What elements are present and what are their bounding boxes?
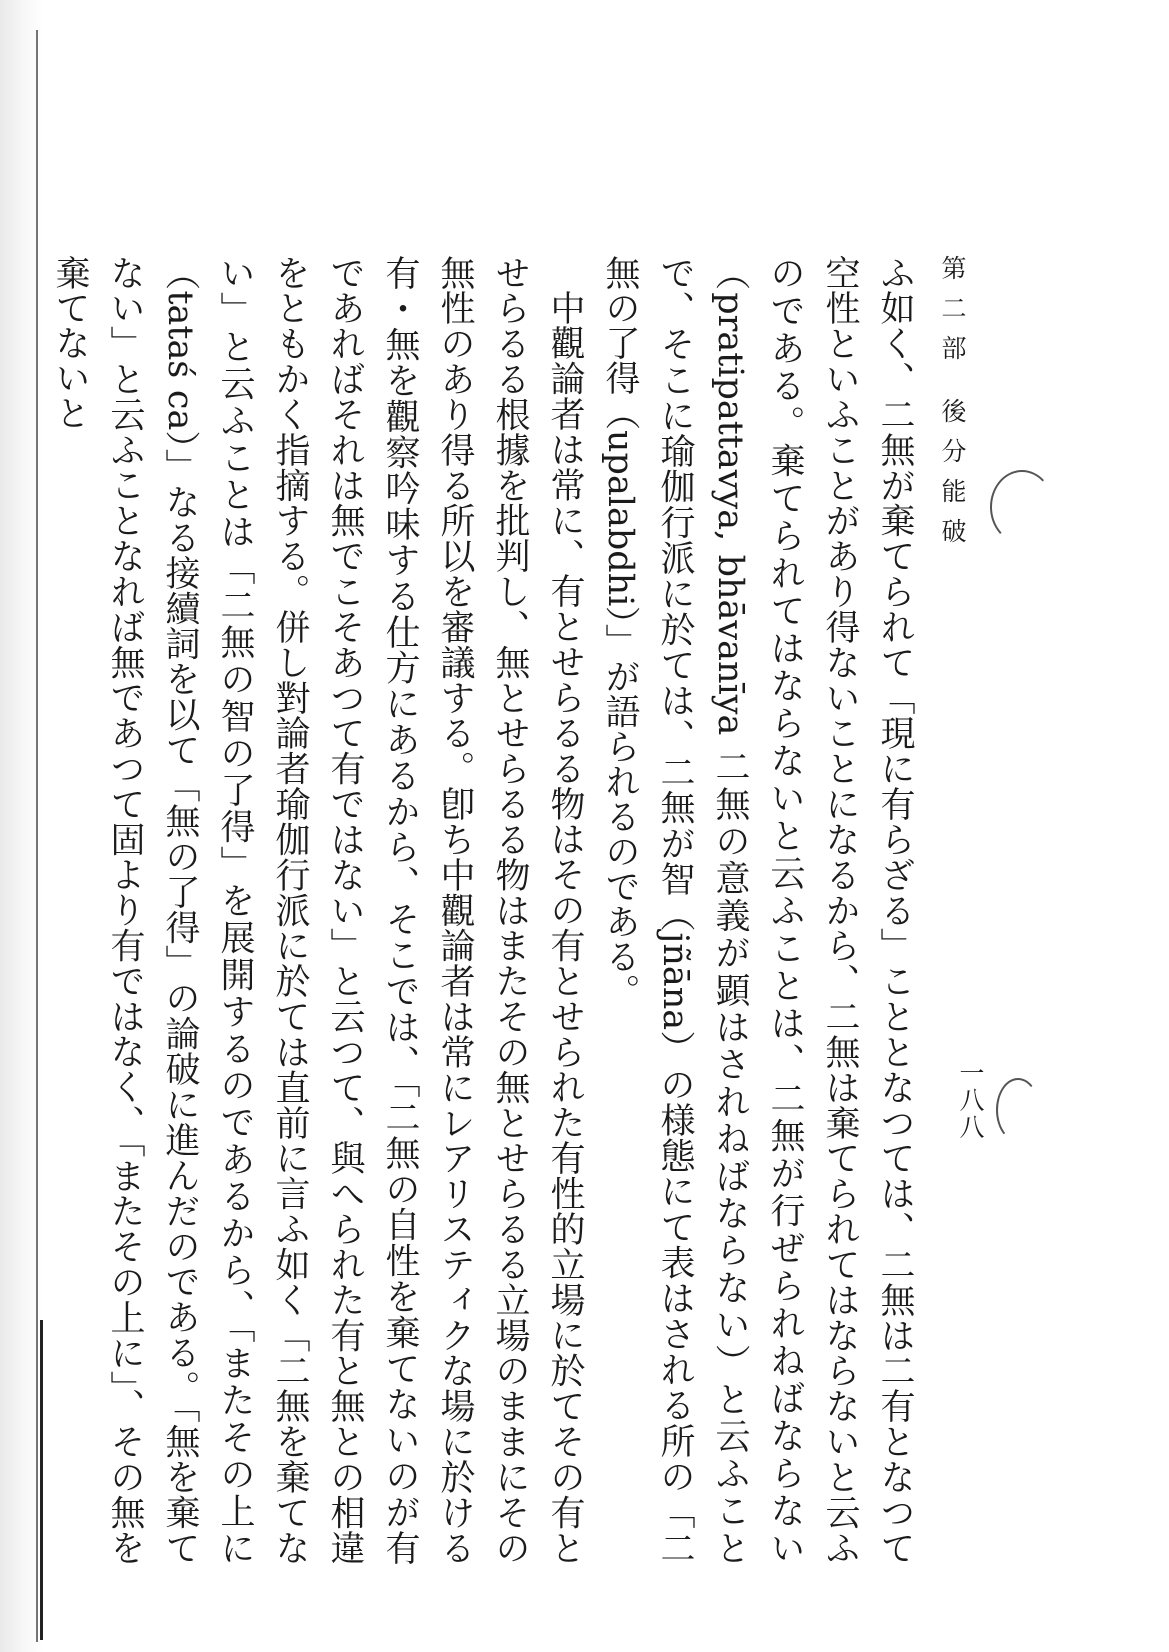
page-number: 一八八 xyxy=(956,1060,985,1141)
paragraph: ふ如く、二無が棄てられて「現に有らざる」こととなつては、二無は二有となつて空性といふことがあり得ないことになるから、二無は棄てられてはならないと云ふのである。棄てられてはならないと云ふことは、二無が行ぜられねばならない（pratipattavya, bhāvanīya 二無の意義が顕はされねばならない）と云ふことで、そこに瑜伽行派に於ては、二無が智（jñāna）の様態にて表はされる所の「二無の了得（upalabdhi）」が語られるのである。 xyxy=(600,255,915,1566)
body-text xyxy=(50,255,922,1566)
stray-mark xyxy=(996,1078,1040,1142)
paragraph: 中觀論者は常に、有とせらるる物はその有とせられた有性的立場に於てその有とせらるる根據を批判し、無とせらるる物はまたその無とせらるる立場のままにその無性のあり得る所以を審議する。卽ち中觀論者は常にレアリスティクな場に於ける有・無を觀察吟味する仕方にあるから、そこでは、「二無の自性を棄てないのが有であればそれは無でこそあつて有ではない」と云つて、與へられた有と無との相違をともかく指摘する。併し對論者瑜伽行派に於ては直前に言ふ如く「二無を棄てない」と云ふことは「二無の智の了得」を展開するのであるから、「またその上に（tataś ca）」なる接續詞を以て「無の了得」の論破に進んだのである。「無を棄てない」と云ふことなれば無であつて固より有ではなく、「またその上に」、その無を棄てないと xyxy=(50,255,585,1565)
binding-rule xyxy=(36,30,38,1642)
stray-mark xyxy=(990,470,1054,544)
running-header: 第二部 後分能破 xyxy=(938,255,967,558)
